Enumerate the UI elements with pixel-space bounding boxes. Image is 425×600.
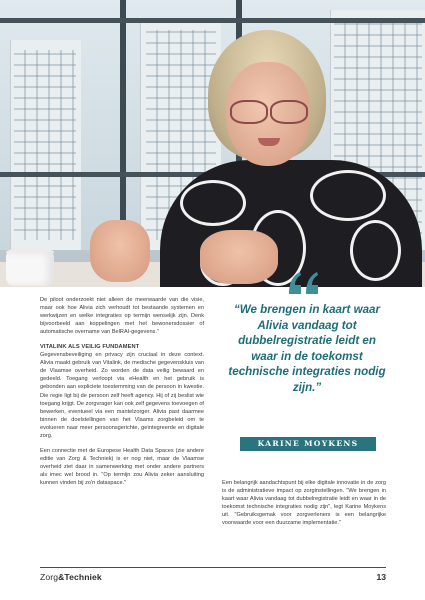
article-column-left (40, 296, 204, 494)
left-hand (90, 220, 150, 282)
patterned-blouse (160, 160, 422, 287)
quote-mark-icon (286, 270, 322, 296)
section-heading: VITALINK ALS VEILIG FUNDAMENT (40, 344, 140, 351)
cup (6, 252, 54, 286)
magazine-logo (40, 572, 102, 582)
article-column-right (222, 479, 386, 527)
window-frame (0, 18, 425, 23)
article-paragraph-intro: De piloot onderzoekt niet alleen de meerwaarde van die visie, maar ook hoe Alivia zich verhoudt tot bestaande systemen en werkwijzen en welke integraties op termijn wenselijk zijn. Denk bijvoorbeeld aan koppelingen met het bewonersdossier of automatische overname van BelRAI-gegevens." (40, 297, 204, 336)
right-hand (200, 230, 278, 284)
pull-quote: “We brengen in kaart waar Alivia vandaag tot dubbelregistratie leidt en waar in de toekomst technische integraties nodig zijn.” (228, 303, 386, 394)
page-number: 13 (376, 572, 386, 582)
article-paragraph-dataspace: Een connectie met de Europese Health Data Spaces (zie andere editie van Zorg & Techniek) is er nog niet, maar de Vlaamse overheid ziet daar in samenwerking met onder andere partners als imec wel brood in. "Op termijn zou Alivia zeker aansluiting kunnen vinden bij zo'n dataspace." (40, 447, 204, 486)
glasses-icon (226, 100, 310, 122)
article-paragraph-admin: Een belangrijk aandachtspunt bij elke digitale innovatie in de zorg is de administratieve impact op zorginstellingen. "We brengen in kaart waar Alivia vandaag tot dubbelregistratie leidt en waar in de toekomst technische integraties nodig zijn", legt Karine Moykens uit. "Gebruiksgemak voor zorgverleners is een belangrijke voorwaarde voor een duurzame implementatie." (222, 480, 386, 527)
logo-part-zorg: Zorg (40, 572, 59, 582)
building-windows (14, 50, 76, 240)
article-paragraph-security: Gegevensbeveiliging en privacy zijn cruciaal in deze context. Alivia maakt gebruik van Vitalink, de medische gegevenskluis van de Vlaamse overheid. Zo worden de data veilig bewaard en gedeeld. Toegang verloopt via eHealth en het gebruik is gebonden aan expliciete toestemming van de persoon in kwestie. Die regie ligt bij de persoon zelf heeft agency. Hij of zij beslist wie toegang krijgt. De zorgvrager kan ook zelf gegevens toevoegen of bewerken, eventueel via een mantelzorger. Alivia past daarmee binnen de doelstellingen van het Vlaams zorgbeleid om te evolueren naar meer persoonsgerichte, geïntegreerde en digitale zorg. (40, 352, 204, 439)
logo-part-techniek: &Techniek (58, 572, 102, 582)
speaker-name-badge: KARINE MOYKENS (240, 437, 376, 451)
speaker-figure (160, 30, 420, 287)
footer-divider (40, 567, 386, 568)
article-photo (0, 0, 425, 287)
